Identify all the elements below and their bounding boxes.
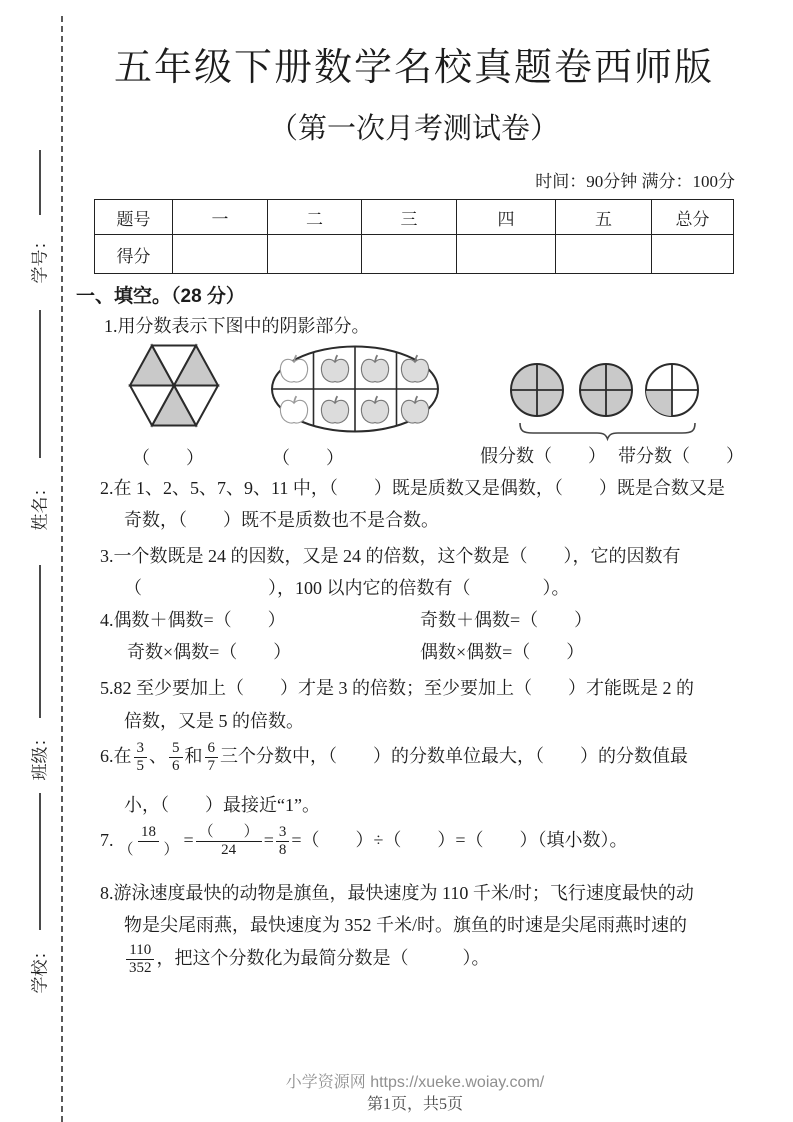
score-header-cell: 二 [268,200,362,235]
score-cell [268,235,362,274]
fraction-18-blank: $\frac{18}{( )}$ [118,824,179,859]
score-cell [362,235,457,274]
q6-sep2: 和 [184,745,203,766]
question-8-line1: 8.游泳速度最快的动物是旗鱼，最快速度为 110 千米/时；飞行速度最快的动 [100,883,694,903]
school-label: 学校： [30,942,50,994]
question-2-line1: 2.在 1、2、5、7、9、11 中，（ ）既是质数又是偶数，（ ）既是合数又是 [100,478,725,498]
score-cell [556,235,652,274]
fraction-circles-figure [505,360,745,442]
q8-line3-rest: ，把这个分数化为最简分数是（ ）。 [156,947,490,968]
q7-rest: =（ ）÷（ ）=（ ）（填小数）。 [291,829,628,850]
curly-brace [520,423,695,439]
name-label: 姓名： [30,479,50,531]
q7-prefix: 7. [100,829,114,850]
score-table [94,199,734,274]
score-cell [652,235,734,274]
exam-time-score-info: 时间：90分钟 满分：100分 [535,172,735,191]
name-write-line [39,310,41,458]
footer-page-number: 第1页，共5页 [366,1096,463,1113]
fraction-6-7: $\frac{6}{7}$ [205,740,219,776]
fraction-3-8: $\frac{3}{8}$ [276,824,290,860]
q6-sep1: 、 [149,745,167,766]
fraction-3-5: $\frac{3}{5}$ [134,740,148,776]
question-3-line1: 3.一个数既是 24 的因数，又是 24 的倍数，这个数是（ ），它的因数有 [100,546,681,566]
score-header-cell: 总分 [652,200,734,235]
fraction-5-6: $\frac{5}{6}$ [169,740,183,776]
student-id-label: 学号： [30,232,50,284]
question-1-text: 1.用分数表示下图中的阴影部分。 [104,316,370,336]
score-header-cell: 四 [457,200,556,235]
score-table-header-row [95,200,734,235]
question-4-item4: 偶数×偶数=（ ） [420,642,585,662]
q7-eq2: = [263,829,274,850]
q6-prefix: 6.在 [100,745,132,766]
class-label: 班级： [30,729,50,781]
question-4-item2: 奇数＋偶数=（ ） [420,610,593,630]
page-subtitle: （第一次月考测试卷） [268,113,559,145]
q1-hexagon-blank: （ ） [132,448,204,468]
question-4-item1: 4.偶数＋偶数=（ ） [100,610,286,630]
q1-fraction-type-labels [480,442,756,468]
fraction-110-352: $\frac{110}{352}$ [126,942,155,978]
score-header-cell: 五 [556,200,652,235]
fraction-blank-24: $\frac{( )}{24}$ [196,824,262,860]
mixed-number-label: 带分数（ ） [618,446,744,466]
question-6-line1 [100,740,688,776]
question-6-line2: 小，（ ）最接近“1”。 [124,795,320,815]
question-2-line2: 奇数，（ ）既不是质数也不是合数。 [124,510,439,530]
score-table-score-row [95,235,734,274]
footer-site-url: 小学资源网 https://xueke.woiay.com/ [285,1074,545,1091]
score-header-cell: 题号 [95,200,173,235]
section-one-heading: 一、填空。（28 分） [76,286,245,307]
question-5-line1: 5.82 至少要加上（ ）才是 3 的倍数；至少要加上（ ）才能既是 2 的 [100,678,694,698]
hexagon-shaded-figure [128,343,220,428]
question-8-line2: 物是尖尾雨燕，最快速度为 352 千米/时。旗鱼的时速是尖尾雨燕时速的 [124,915,687,935]
score-header-cell: 一 [173,200,268,235]
score-row-label: 得分 [95,235,173,274]
fold-dashed-line [61,16,63,1122]
score-cell [173,235,268,274]
question-4-item3: 奇数×偶数=（ ） [127,642,292,662]
school-write-line [39,793,41,930]
question-8-line3 [124,942,490,978]
score-header-cell: 三 [362,200,457,235]
question-5-line2: 倍数，又是 5 的倍数。 [124,711,304,731]
q1-ellipse-blank: （ ） [272,448,344,468]
page-title: 五年级下册数学名校真题卷西师版 [113,47,714,89]
question-7-equation [100,824,628,860]
apple-ellipse-figure [270,345,440,433]
student-id-write-line [39,150,41,215]
q6-line1-rest: 三个分数中，（ ）的分数单位最大，（ ）的分数值最 [220,745,688,766]
q7-eq1: = [183,829,194,850]
improper-fraction-label: 假分数（ ） [480,446,606,466]
question-3-line2: （ ），100 以内它的倍数有（ ）。 [124,578,570,598]
class-write-line [39,565,41,718]
score-cell [457,235,556,274]
